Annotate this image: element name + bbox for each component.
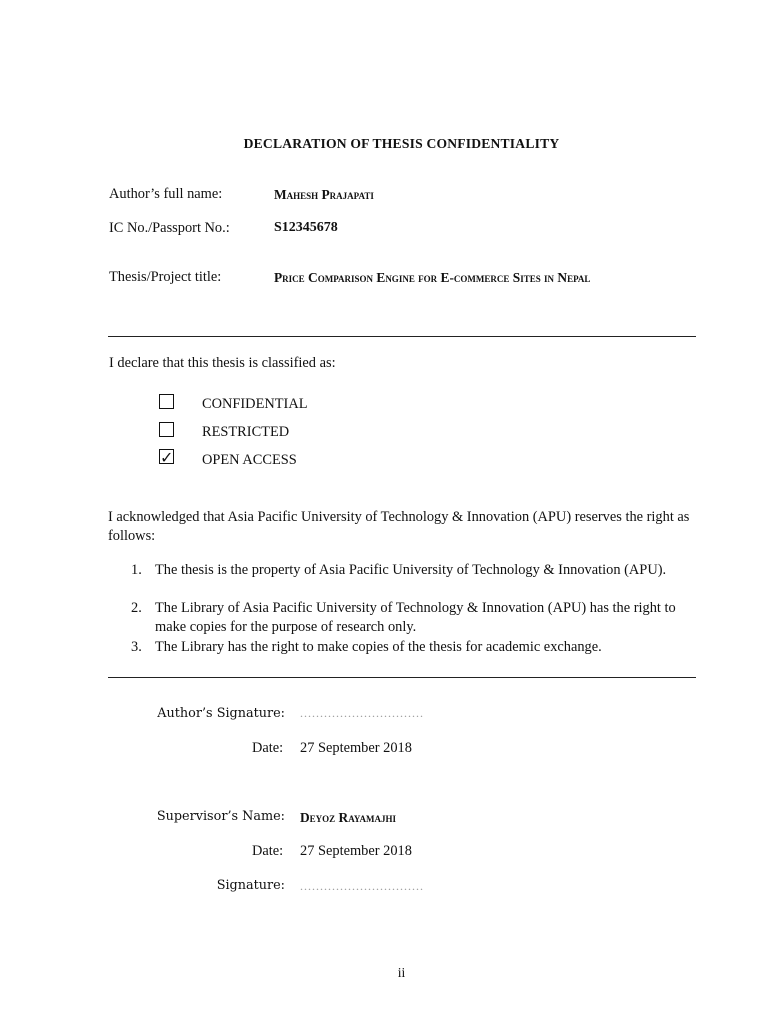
option-confidential-label: CONFIDENTIAL [202, 396, 308, 412]
list-item-text: The thesis is the property of Asia Pacific University of Technology & Innovation (APU). [155, 562, 667, 578]
option-open-access-label: OPEN ACCESS [202, 452, 297, 468]
list-item [131, 599, 691, 639]
checkmark-icon: ✓ [160, 448, 174, 467]
list-item [131, 561, 691, 601]
ic-passport-value: S12345678 [274, 220, 338, 235]
author-signature-label: Author’s Signature: [157, 706, 285, 721]
list-item [131, 638, 691, 658]
checkbox-restricted [159, 422, 174, 437]
supervisor-date-value: 27 September 2018 [300, 843, 412, 859]
list-item-number: 3. [131, 639, 142, 655]
author-name-label: Author’s full name: [109, 186, 223, 202]
divider-top [108, 336, 696, 337]
author-date-value: 27 September 2018 [300, 740, 412, 756]
acknowledgement-intro: I acknowledged that Asia Pacific University of Technology & Innovation (APU) reserves the right as follows: [108, 509, 690, 544]
supervisor-signature-line: ............................... [300, 879, 424, 893]
classification-intro: I declare that this thesis is classified as: [109, 355, 336, 371]
option-restricted-label: RESTRICTED [202, 424, 290, 440]
ic-passport-label: IC No./Passport No.: [109, 220, 230, 236]
thesis-title-label: Thesis/Project title: [109, 269, 222, 285]
author-date-label: Date: [252, 740, 284, 756]
list-item-text: The Library has the right to make copies of the thesis for academic exchange. [155, 639, 602, 655]
list-item-number: 2. [131, 600, 142, 616]
divider-bottom [108, 677, 696, 678]
page-number: ii [397, 965, 406, 980]
author-name-value: Mahesh Prajapati [274, 187, 374, 202]
supervisor-name-value: Deyoz Rayamajhi [300, 810, 397, 825]
page-title: DECLARATION OF THESIS CONFIDENTIALITY [243, 136, 560, 151]
list-item-number: 1. [131, 562, 142, 578]
checkbox-open-access [159, 448, 174, 467]
checkbox-confidential [159, 394, 174, 409]
author-signature-line: ............................... [300, 706, 424, 720]
supervisor-name-label: Supervisor’s Name: [156, 809, 285, 824]
supervisor-signature-label: Signature: [216, 878, 285, 893]
supervisor-date-label: Date: [252, 843, 284, 859]
thesis-title-value: Price Comparison Engine for E-commerce Sites in Nepal [274, 270, 591, 285]
list-item-text: The Library of Asia Pacific University of Technology & Innovation (APU) has the right to make copies for the purpose of research only. [155, 600, 676, 635]
